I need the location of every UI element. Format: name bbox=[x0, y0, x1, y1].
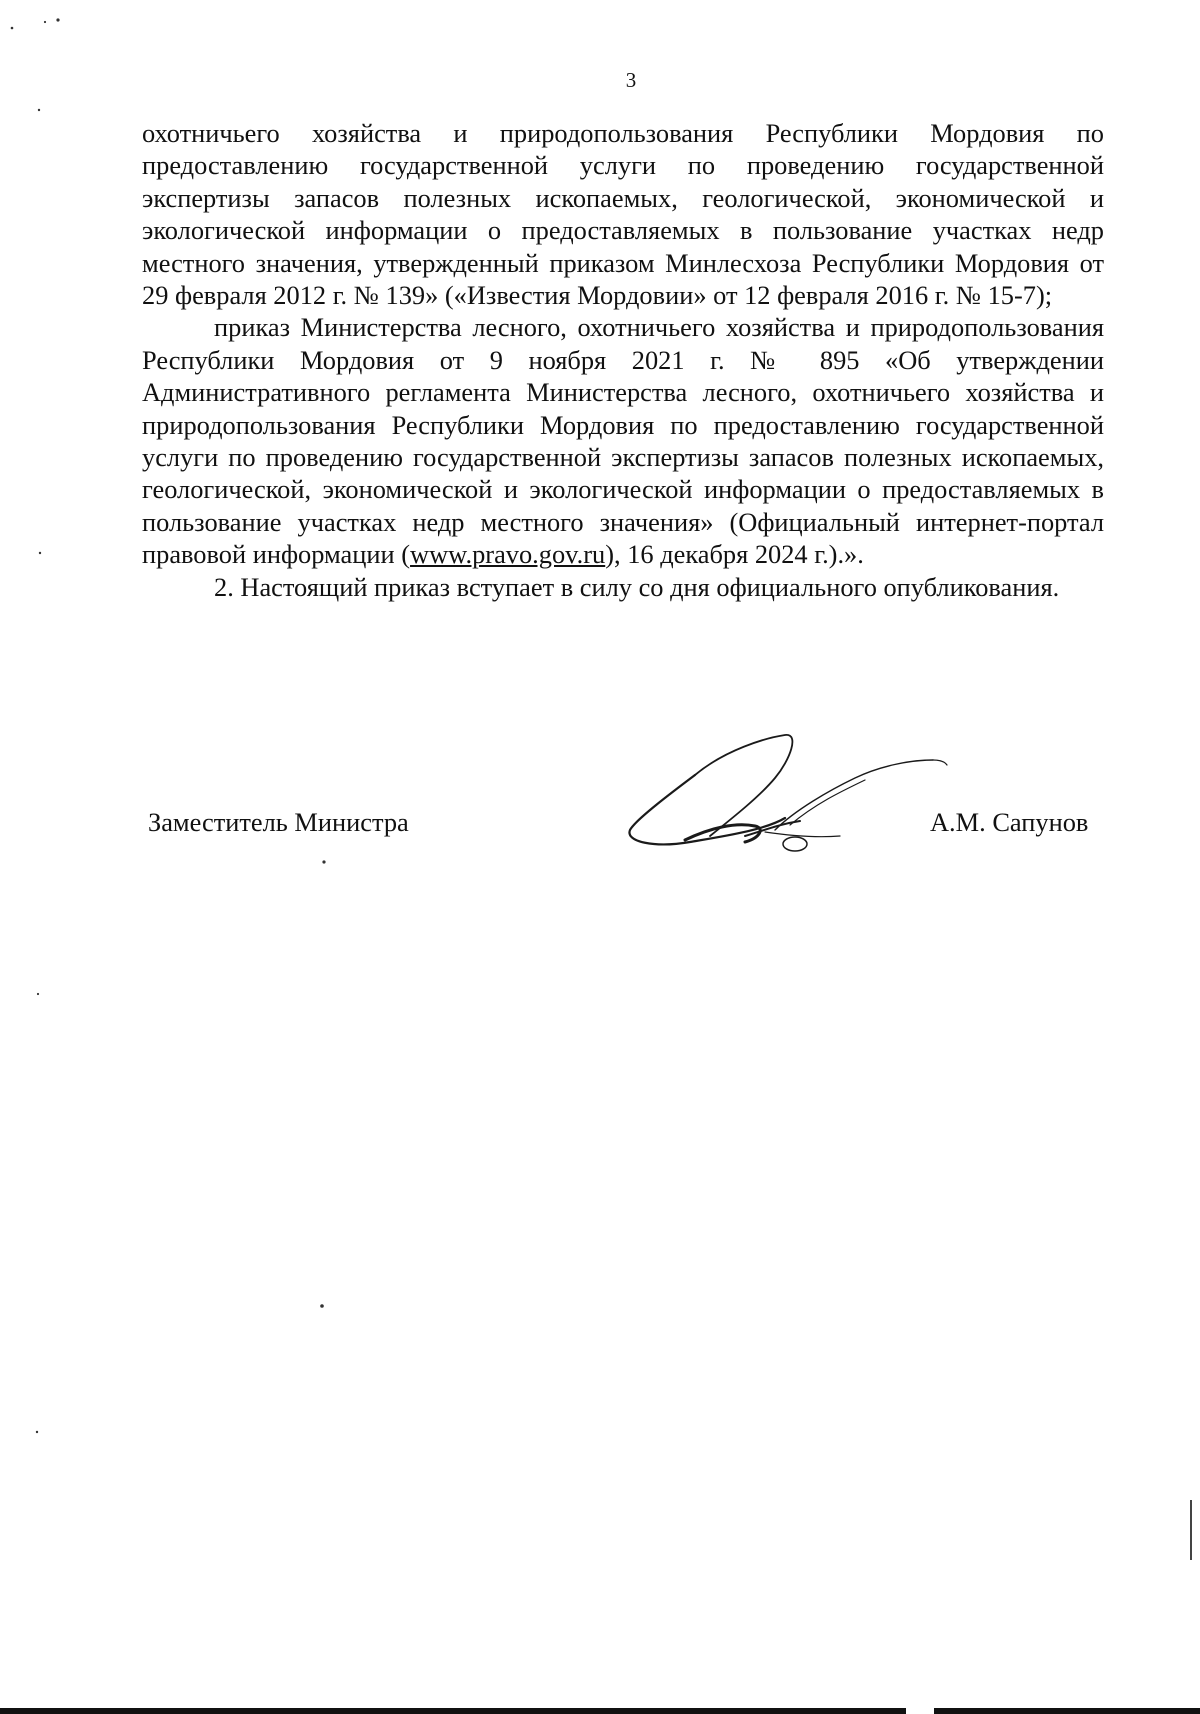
signer-position: Заместитель Министра bbox=[148, 807, 409, 837]
signer-name: А.М. Сапунов bbox=[930, 807, 1089, 837]
order-reference-text: приказ Министерства лесного, охотничьего хозяйства и природопользования Республики Мордовия от 9 ноября 2021 г. № 895 «Об утверждении Административного регламента Министерства лесного, охотничьего хозяйства и природопользования Республики Мордовия по предоставлению государственной услуги по проведению государственной экспертизы запасов полезных ископаемых, геологической, экономической и экологической информации о предоставляемых в пользование участках недр местного значения» (Официальный интернет-портал правовой информации ( bbox=[142, 312, 1104, 570]
paragraph-effective-date: 2. Настоящий приказ вступает в силу со дня официального опубликования. bbox=[214, 571, 1060, 602]
pravo-gov-link[interactable]: www.pravo.gov.ru bbox=[410, 539, 606, 570]
order-reference-tail: ), 16 декабря 2024 г.).». bbox=[605, 539, 864, 570]
page-number: 3 bbox=[625, 68, 637, 92]
paragraph-continuation: охотничьего хозяйства и природопользования Республики Мордовия по предоставлению государственной услуги по проведению государственной экспертизы запасов полезных ископаемых, геологической, экономической и экологической информации о предоставляемых в пользование участках недр местного значения, утвержденный приказом Минлесхоза Республики Мордовия от 29 февраля 2012 г. № 139» («Известия Мордовии» от 12 февраля 2016 г. № 15-7); bbox=[142, 118, 1104, 311]
